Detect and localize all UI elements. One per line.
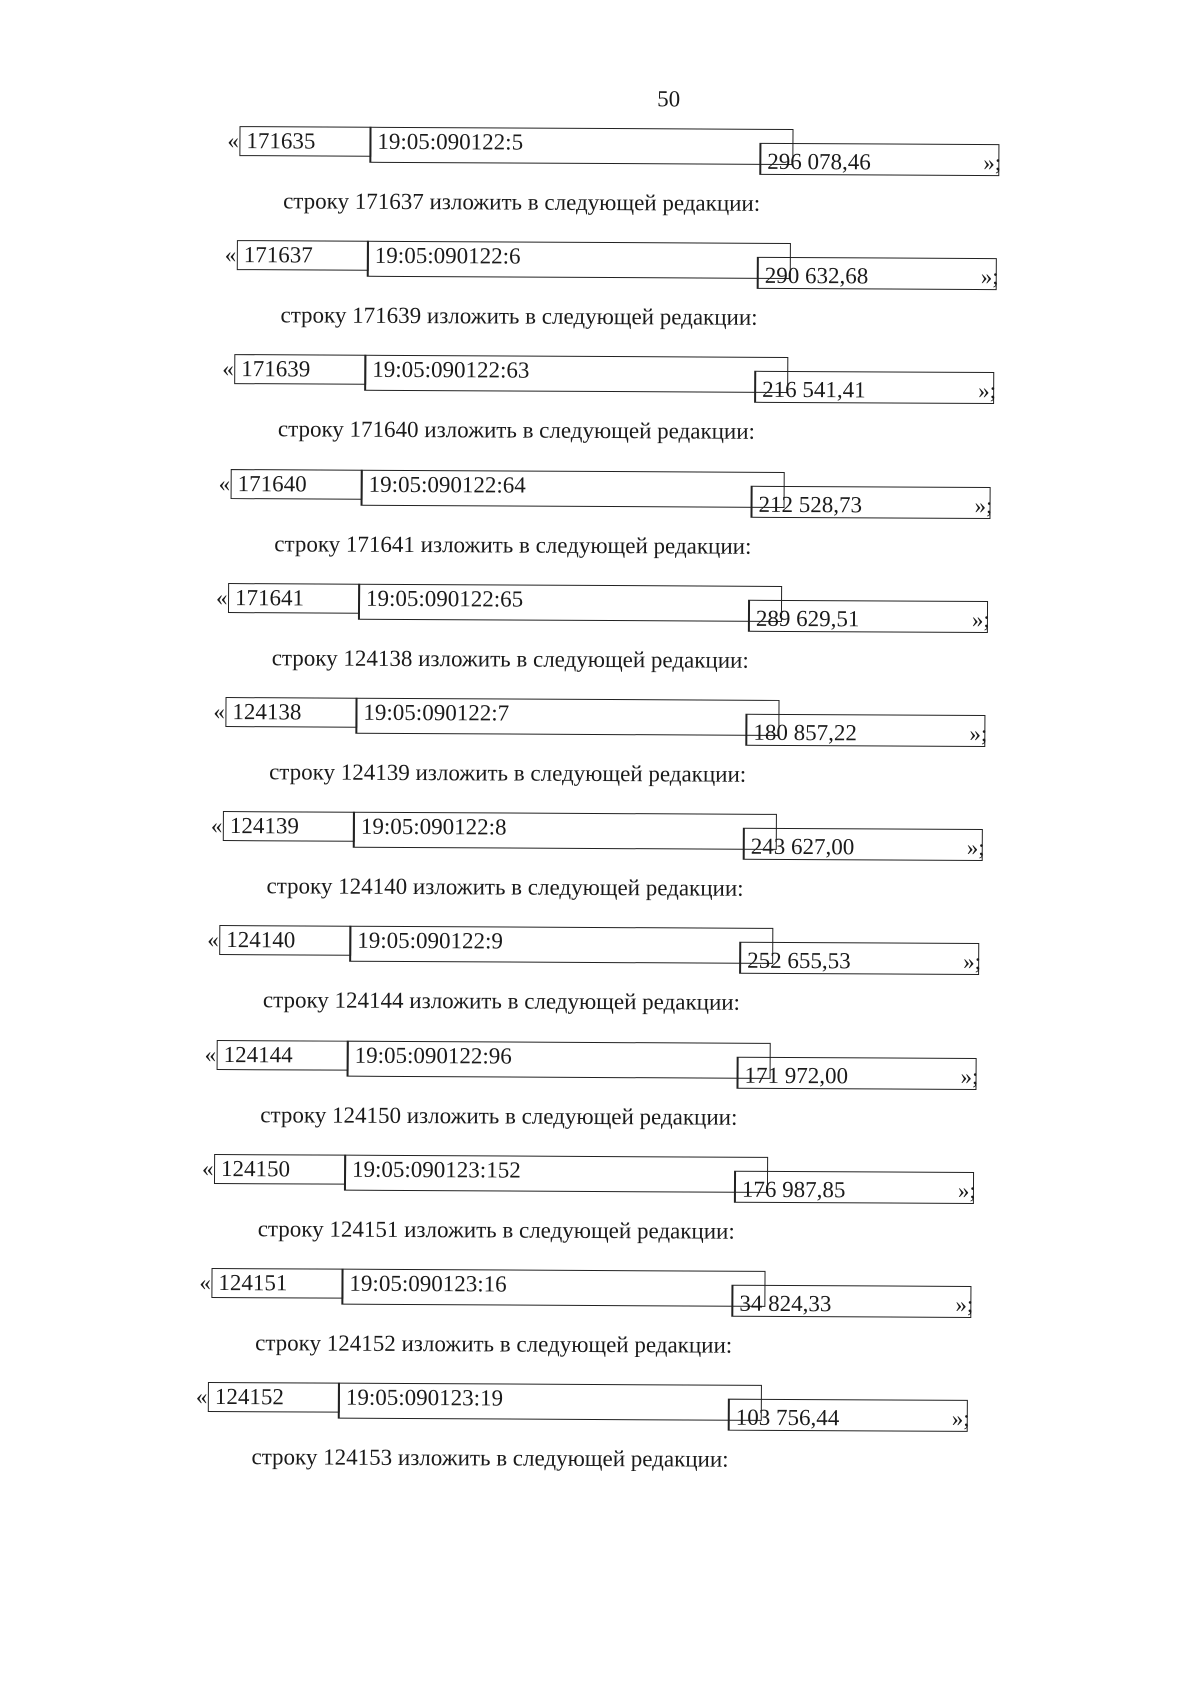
cadastral-number-cell: 19:05:090123:152 (344, 1155, 768, 1193)
amendment-entry (1, 582, 1200, 700)
amendment-entry (2, 239, 1200, 357)
amendment-instruction: строку 171637 изложить в следующей редакции: (283, 188, 761, 216)
amendment-list (4, 0, 1200, 1472)
opening-quote: « (210, 812, 223, 839)
row-number-cell: 124150 (214, 1154, 346, 1185)
cadastral-value-cell: 252 655,53 (739, 942, 979, 975)
closing-quote: »; (957, 1177, 976, 1203)
cadastral-value-cell: 171 972,00 (736, 1057, 976, 1090)
opening-quote: « (199, 1269, 212, 1295)
opening-quote: « (213, 698, 226, 725)
cadastral-number-cell: 19:05:090122:8 (353, 812, 777, 850)
amendment-instruction: строку 124151 изложить в следующей редакции: (257, 1216, 735, 1244)
row-number-cell: 124139 (223, 811, 355, 842)
opening-quote: « (227, 128, 240, 154)
row-number-cell: 124138 (225, 697, 357, 728)
closing-quote: »; (951, 1405, 970, 1431)
closing-quote: »; (983, 149, 1002, 176)
row-number-cell: 124151 (211, 1268, 343, 1299)
cadastral-number-cell: 19:05:090122:6 (367, 241, 791, 279)
opening-quote: « (218, 470, 231, 497)
amendment-instruction: строку 171641 изложить в следующей редакции: (274, 531, 752, 559)
amendment-instruction: строку 124144 изложить в следующей редакции: (262, 987, 741, 1015)
amendment-instruction: строку 171639 изложить в следующей редакции: (280, 302, 758, 330)
cadastral-number-cell: 19:05:090122:63 (364, 355, 788, 393)
opening-quote: « (207, 926, 219, 953)
amendment-entry (2, 353, 1200, 471)
cadastral-number-cell: 19:05:090122:96 (347, 1041, 771, 1079)
cadastral-value-cell: 296 078,46 (759, 143, 999, 176)
amendment-entry (0, 1153, 1198, 1271)
closing-quote: »; (980, 263, 999, 290)
amendment-instruction: строку 124140 изложить в следующей редакции: (266, 873, 744, 901)
closing-quote: »; (963, 948, 982, 974)
closing-quote: »; (960, 1063, 979, 1089)
page-number: 50 (657, 86, 681, 112)
cadastral-value-cell: 34 824,33 (731, 1285, 971, 1318)
cadastral-number-cell: 19:05:090122:7 (355, 698, 779, 736)
amendment-entry (0, 1039, 1199, 1157)
row-number-cell: 124152 (208, 1382, 340, 1413)
amendment-entry (3, 125, 1200, 243)
amendment-instruction: строку 124150 изложить в следующей редакции: (260, 1102, 738, 1130)
opening-quote: « (224, 242, 237, 268)
closing-quote: »; (974, 492, 993, 519)
cadastral-number-cell: 19:05:090122:65 (358, 584, 782, 622)
amendment-instruction: строку 171640 изложить в следующей редакции: (277, 416, 756, 444)
cadastral-value-cell: 103 756,44 (728, 1399, 968, 1432)
cadastral-value-cell: 243 627,00 (743, 828, 983, 861)
row-number-cell: 124144 (217, 1040, 349, 1071)
cadastral-number-cell: 19:05:090123:19 (338, 1383, 762, 1421)
opening-quote: « (204, 1041, 217, 1067)
row-number-cell: 171639 (234, 354, 366, 385)
closing-quote: »; (978, 377, 997, 404)
amendment-instruction: строку 124139 изложить в следующей редакции: (269, 759, 747, 787)
cadastral-number-cell: 19:05:090122:64 (361, 470, 785, 508)
row-number-cell: 171635 (239, 126, 371, 157)
amendment-entry (0, 696, 1200, 814)
cadastral-number-cell: 19:05:090122:9 (349, 926, 773, 964)
cadastral-value-cell: 212 528,73 (750, 486, 990, 519)
cadastral-value-cell: 180 857,22 (745, 714, 985, 747)
row-number-cell: 171640 (231, 469, 363, 500)
amendment-entry (0, 1267, 1198, 1385)
amendment-entry (0, 924, 1199, 1042)
amendment-entry (0, 1381, 1197, 1499)
closing-quote: »; (966, 834, 985, 861)
amendment-instruction: строку 124138 изложить в следующей редакции: (271, 645, 749, 673)
closing-quote: »; (955, 1291, 974, 1317)
closing-quote: »; (971, 606, 990, 633)
closing-quote: »; (969, 720, 988, 747)
opening-quote: « (215, 584, 228, 611)
opening-quote: « (195, 1383, 208, 1409)
amendment-entry (1, 468, 1200, 586)
row-number-cell: 171637 (237, 240, 369, 271)
cadastral-number-cell: 19:05:090122:5 (369, 127, 793, 165)
cadastral-value-cell: 289 629,51 (748, 600, 988, 633)
cadastral-value-cell: 290 632,68 (757, 257, 997, 290)
opening-quote: « (222, 356, 234, 382)
opening-quote: « (202, 1155, 214, 1181)
amendment-instruction: строку 124153 изложить в следующей редакции: (251, 1444, 729, 1472)
row-number-cell: 124140 (219, 925, 351, 956)
cadastral-value-cell: 176 987,85 (734, 1171, 974, 1204)
cadastral-value-cell: 216 541,41 (754, 371, 994, 404)
amendment-entry (0, 810, 1200, 928)
row-number-cell: 171641 (228, 583, 360, 614)
amendment-instruction: строку 124152 изложить в следующей редакции: (255, 1330, 733, 1358)
cadastral-number-cell: 19:05:090123:16 (341, 1269, 765, 1307)
